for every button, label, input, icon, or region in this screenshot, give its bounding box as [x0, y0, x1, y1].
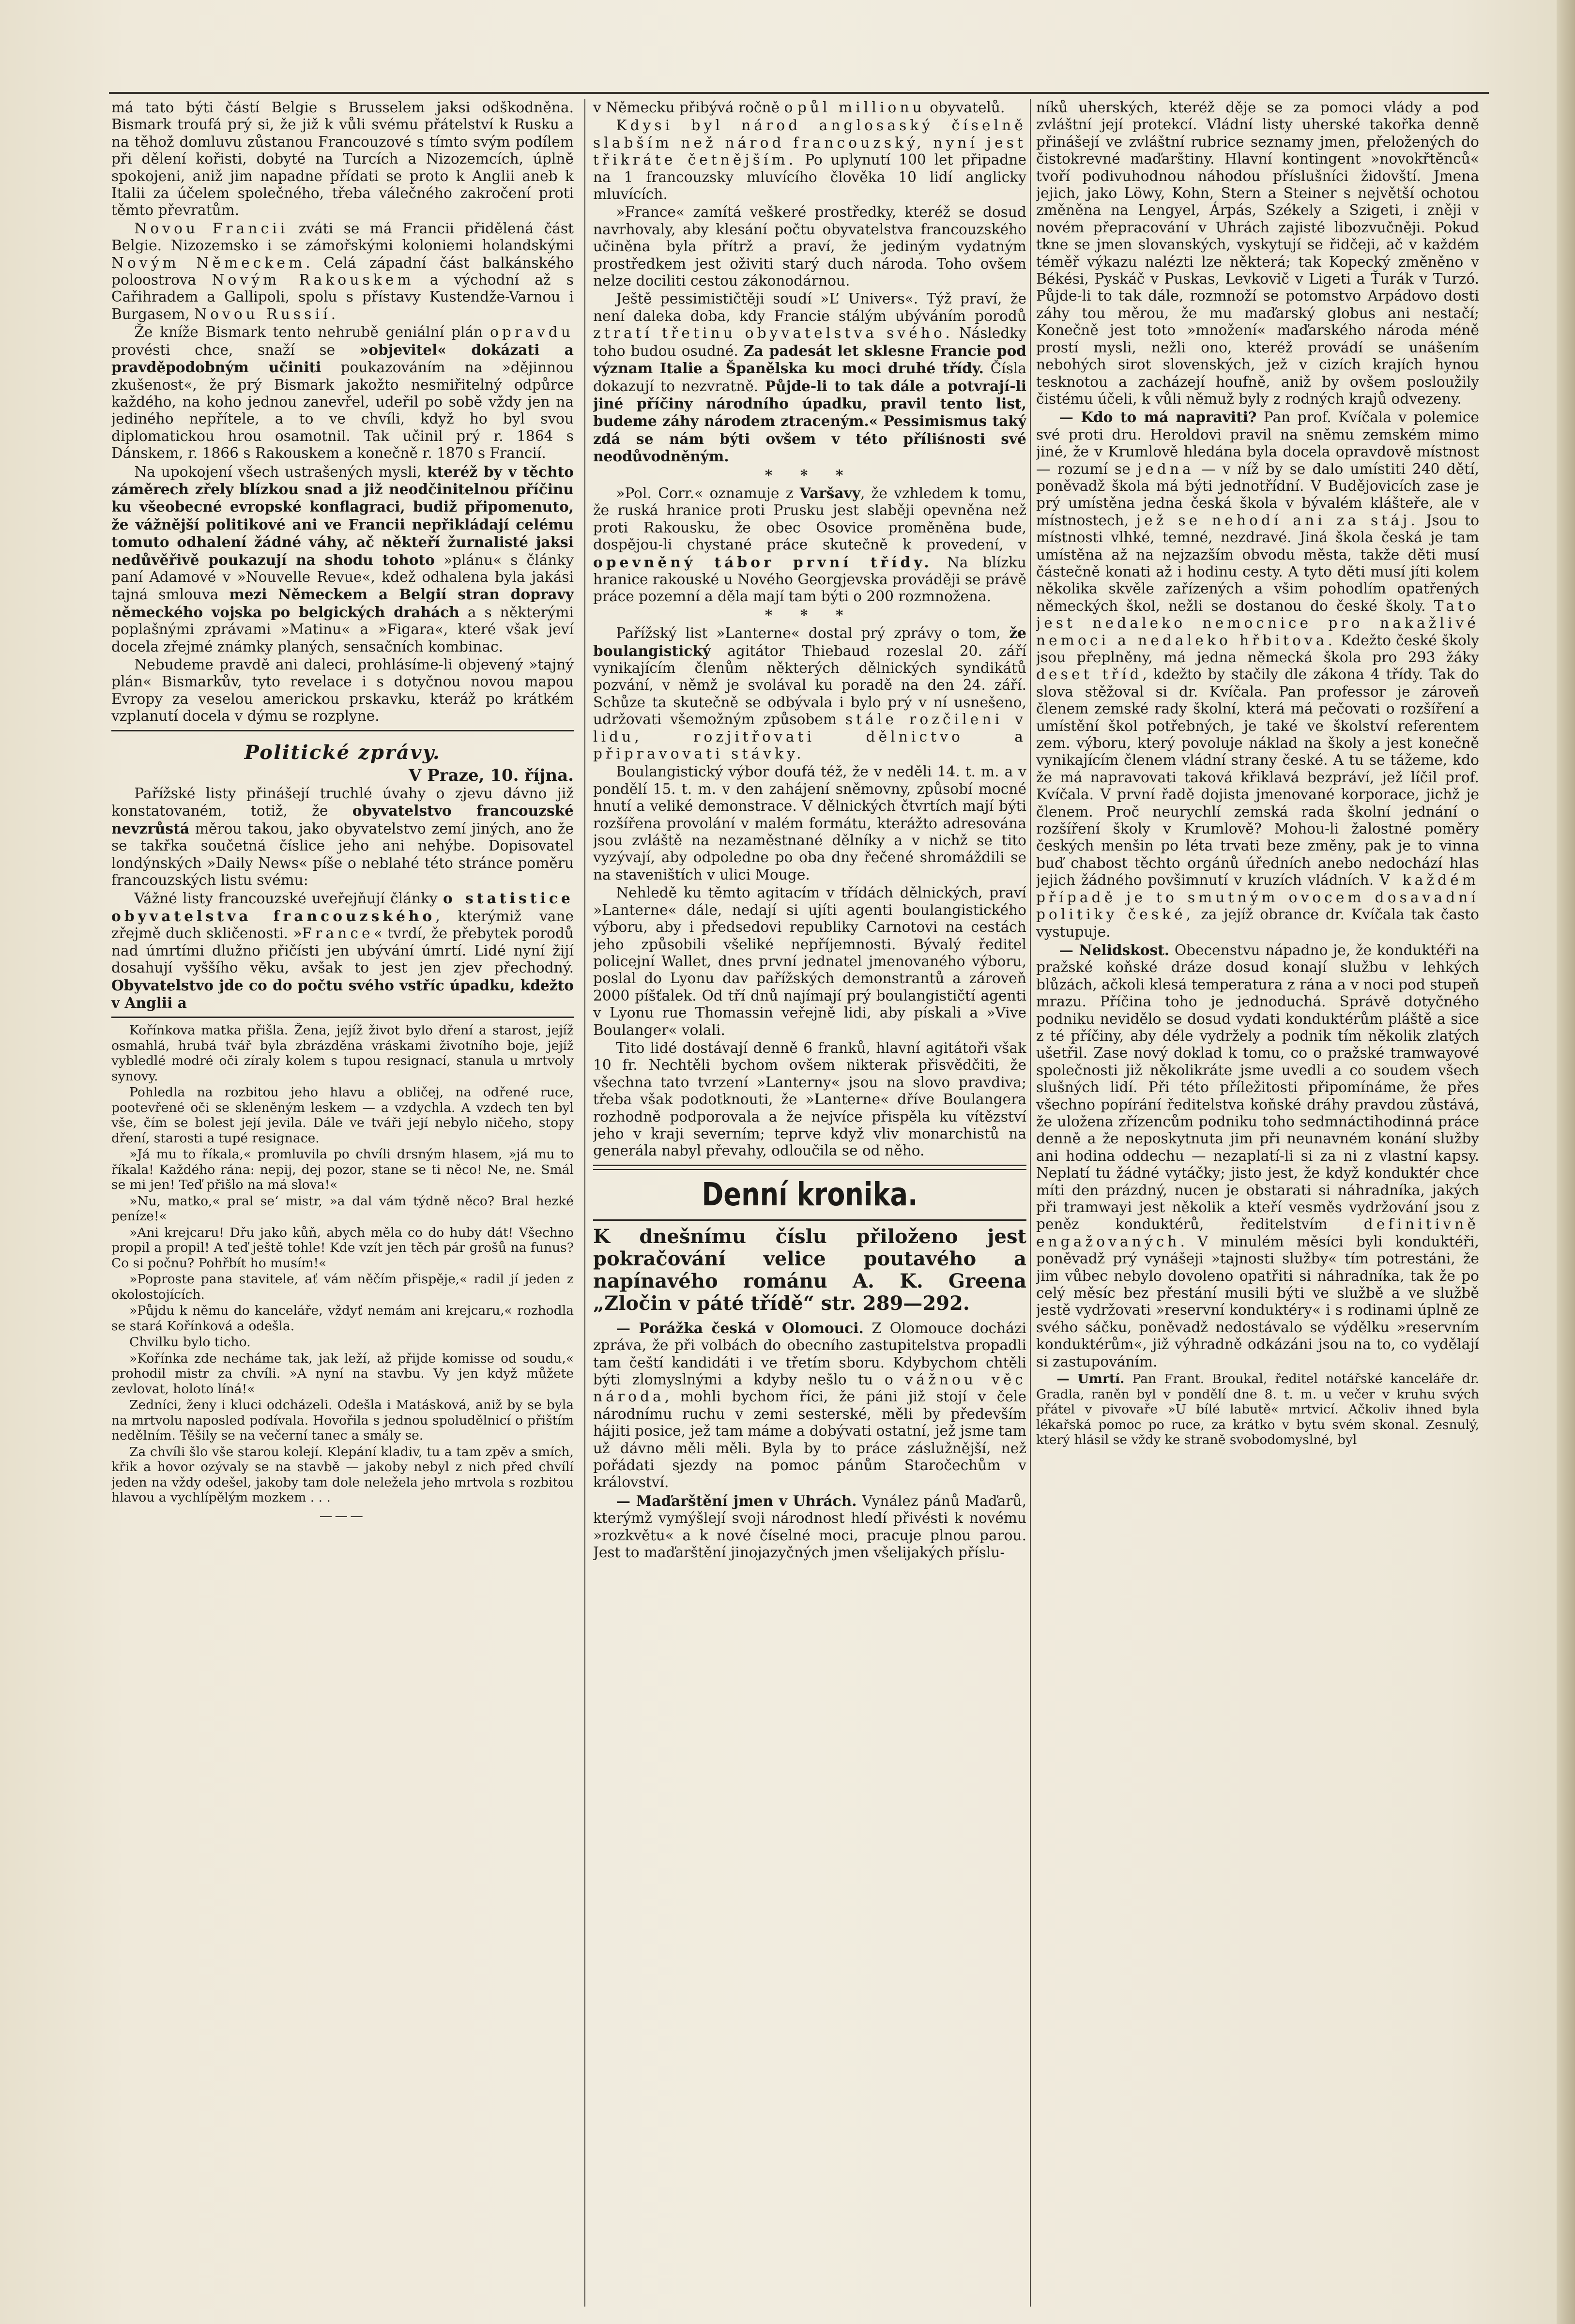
bold-text: Obyvatelstvo jde co do počtu svého vstříc úpadku, kdežto v Anglii a [111, 976, 574, 1011]
text: Že kníže Bismark tento nehrubě geniální plán [134, 324, 490, 341]
text: Pařížské listy přinášejí truchlé úvahy o zjevu dávno již konstatovaném, totiž, že [111, 785, 574, 820]
paragraph [593, 763, 1026, 883]
text: , že vzhledem k tomu, že ruská hranice proti Prusku jest slaběji opevněna než proti Rakousku, že obec Osovice proměněna bude, dospějou-li chystané práce skutečně k provedení, v [593, 485, 1026, 553]
text: poukazováním na »dějinnou zkušenost«, že prý Bismark jakožto nesmiřitelný odpůrce každého, na koho jednou zanevřel, udeřil po sobě vždy jen na jediného nepřítele, a to ve chvíli, když ho byl svou diplomatickou hrou osamotnil. Tak učinil prý r. 1864 s Dánskem, r. 1866 s Rakouskem a konečně r. 1870 s Francií. [111, 359, 574, 462]
spaced-text: Novou Francii [134, 220, 289, 237]
paragraph [593, 1040, 1026, 1160]
column-rule-1 [584, 99, 585, 2307]
text: str. 289—292. [814, 1291, 970, 1315]
top-rule [109, 92, 1489, 94]
spaced-text: půl millionu [797, 99, 925, 116]
spaced-text: Tato jest nedaleko nemocnice pro nakažlivé nemoci a nedaleko hřbitova. [1036, 597, 1479, 649]
asterism: * * * [765, 466, 855, 484]
text: a východní až s Cařihradem a Gallipoli, spolu s přístavy Kustendže-Varnou i Burgasem, [111, 272, 574, 322]
text: agitátor Thiebaud rozeslal 20. září vynikajícím členům některých dělnických syndikátů pozvání, v němž je svolával ku poradě na den 24. září. Schůze ta skutečně se odbývala i bylo prý v ní usnešeno, udržovati všemožným způsobem [593, 642, 1026, 728]
text: Nebudeme pravdě ani daleci, prohlásíme-li objevený »tajný plán« Bismarkův, tyto revelace i s dotyčnou novou mapou Evropy za veselou americkou prskavku, kteráž po krátkém vzplanutí docela v dýmu se rozplyne. [111, 656, 574, 725]
page-edge [1557, 0, 1575, 2324]
paragraph [593, 485, 1026, 606]
paragraph [593, 290, 1026, 465]
paragraph [111, 890, 574, 1012]
spaced-text: Kdysi byl národ anglosaský číselně slabším než národ francouzský, nyní jest třikráte četnějším. [593, 117, 1026, 168]
text: Následky toho budou osudné. [593, 325, 1026, 359]
section-divider [593, 1219, 1026, 1221]
text: Obecenstvu nápadno je, že konduktéři na pražské koňské dráze dosud konají službu v lehkých blůzách, ačkoli klesá temperatura z rána a v noci pod stupeň mrazu. Příčina toho je jednoduchá. Správě dotyčného podniku nevidělo se dosud vydati konduktérům pláště a sice z té příčiny, aby déle vydržely a podnik tím několik zlatých ušetřil. Zase nový doklad k tomu, co o pražské tramwayové společnosti již několikráte jsme uvedli a co soudem všech slušných lidí. Při této příležitosti připomínáme, že přes všechno popírání ředitelstva koňské dráhy pravdou zůstává, že uložena zřízencům podniku toho sedmnáctihodinná práce denně a že neposkytnuta jim při neunavném konání služby ani hodina oddechu — nezaplatí-li si za ni z vlastní kapsy. Neplatí tu žádné vytáčky; jisto jest, že když konduktér chce míti den prázdný, nucen je obstarati si náhradníka, jakých při tramwayi jest několik a kteří vesměs vydržování jsou z peněz konduktérů, ředitelstvím [1036, 942, 1479, 1233]
text: Jsou to místnosti vlhké, temné, nezdravé. Jiná škola česká je tam umístěna až na nejzazším obvodu města, takže děti musí částečně konati až i hodinu cesty. A tyto děti musí jíti kolem několika skvěle zařízených a všim pohodlím opatřených německých škol, nežli se dostanou do české školy. [1036, 512, 1479, 614]
text: »Pol. Corr.« oznamuje z [616, 485, 800, 501]
paragraph [111, 220, 574, 323]
section-title: Politické zprávy. [244, 741, 441, 764]
spaced-text: deset tříd [1036, 666, 1143, 683]
item-heading: — Umrtí. [1056, 1371, 1125, 1387]
text: Pan Frant. Broukal, ředitel notářské kanceláře dr. Gradla, raněn byl v pondělí dne 8. t. m. u večer v kruhu svých přátel v pivovaře »U bílé labutě« mrtvicí. Ačkoliv ihned byla lékařská pomoc po ruce, za krátko v bytu svém skonal. Zesnulý, který hlásil se vždy ke straně svobodomyslné, byl [1036, 1371, 1479, 1448]
paragraph [593, 1492, 1026, 1562]
section-divider [593, 1165, 1026, 1170]
text: v Německu přibývá ročně o [593, 99, 797, 116]
text: « tvrdí, že přebytek porodů nad úmrtími dlužno přičísti jen ubývání úmrtí. Lidé nyní žijí dosahují vyššího věku, avšak to jest jen zjev přechodný. [111, 925, 574, 976]
feuilleton-divider [111, 1017, 574, 1018]
text: obyvatelů. [925, 99, 1005, 116]
section-title: Denní kronika. [702, 1175, 918, 1213]
text: Tito lidé dostávají denně 6 franků, hlavní agitátoři však 10 fr. Nechtěli bychom ovšem nikterak přisvědčiti, že všechna tato tvrzení »Lanterny« jsou na slovo pravdivа; třeba však podotknouti, že »Lanterne« dříve Boulangera rozhodně podporovala a že nejvíce přispěla ku vítězství jeho v kraji severním; teprve když vliv monarchistů na generála nabyl převahy, odloučila se od něho. [593, 1039, 1026, 1159]
feuilleton-paragraph: Chvilku bylo ticho. [129, 1335, 251, 1350]
feuilleton-paragraph: »Poproste pana stavitele, ať vám něčím přispěje,« radil jí jeden z okolostojících. [111, 1272, 574, 1302]
dateline: V Praze, 10. října. [408, 765, 574, 785]
text: Pařížský list »Lanterne« dostal prý zprávy o tom, [616, 625, 1009, 642]
text: Nehledě ku těmto agitacím v třídách dělnických, praví »Lanterne« dále, nedají si ujíti agenti boulangistického výboru, aby i předsedovi republiky Carnotovi na cestách jeho způsobili všeliké nepříjemnosti. Bývalý ředitel policejní Wallet, dnes první jednatel jmenovaného výboru, poslal do Lyonu dav pařížských demonstrantů a zároveň 2000 píšťalek. Od tří dnů najímají prý boulangističtí agenti v Lyonu rue Thomassin veřejně lidi, aby pískali a »Vive Boulanger« volali. [593, 884, 1026, 1038]
column-3 [1036, 99, 1479, 2316]
feuilleton-paragraph: Za chvíli šlo vše starou kolejí. Klepání kladiv, tu a tam zpěv a smích, křik a hovor ozývaly se na stavbě — jakoby nebyl z nich před chvílí jeden na vždy odešel, jakoby tam dole neleželа jeho mrtvola s rozbitou hlavou a vychlípělým mozkem . . . [111, 1444, 574, 1505]
text: , kterýmiž vane zřejmě duch skličenosti. » [111, 908, 574, 942]
paragraph [111, 785, 574, 889]
text: Z Olomouce docházi zpráva, že při volbách do obecního zastupitelstva propadli tam čeští kandidáti i ve třetím sboru. Kdybychom chtěli býti zlomyslnými a kdyby nešlo tu o [593, 1320, 1026, 1388]
paragraph [1036, 409, 1479, 941]
novel-title: „Zločin v páté třídě“ [593, 1291, 814, 1315]
item-heading: — Nelidskost. [1059, 941, 1170, 958]
paragraph [593, 117, 1026, 203]
asterism: * * * [765, 606, 855, 623]
column-2 [593, 99, 1026, 2316]
feuilleton-paragraph: Pohledla na rozbitou jeho hlavu a obličej, na odřené ruce, pootevřené oči se skleněným leskem — a vzdychla. A vzdech ten byl vše, čím se bolest její jevila. Dále ve tváři její nebylo ničeho, stopy dření, starosti a tupé resignace. [111, 1085, 574, 1146]
column-1 [111, 99, 574, 2316]
paragraph [111, 656, 574, 725]
text: Kdežto české školy jsou přeplněny, má jedna německá škola pro 293 žáky [1036, 632, 1479, 666]
text: , mohli bychom říci, že páni již stojí v čele národnímu ruchu v zemi sesterské, měli by především hájiti posice, jež tam máme a dobývati ostatní, jež jsme tam už dávno měli měli. Byla by to práce záslužnější, než pořádati sjezdy na pomoc pánům Staročechům v království. [593, 1388, 1026, 1491]
paragraph [1036, 99, 1479, 408]
paragraph [111, 463, 574, 655]
text: . Celá západní část balkánského poloostrova [111, 254, 574, 289]
text: — v níž by se dalo umístiti 240 dětí, poněvadž škola má býti jednotřídní. V Budějovicích zase je prý umístěna jedna česká škola v bývalém klášteře, ale v místnostech, [1036, 460, 1479, 529]
bold-text: kteréž by v těchto záměrech zřely blízkou snad a již neodčinitelnou příčinu ku všeobecné evropské konflagraci, budiž připomenuto, že vážnější politikové ani ve Francii nepřikládají celému tomuto odhalení žádné váhy, ač někteří žurnalisté jaksi nedůvěřivě poukazují na shodu tohoto [111, 463, 574, 568]
spaced-text: Novým Německem [111, 254, 306, 271]
text: , kdežto by stačily dle zákona 4 třídy. Tak do slova stěžoval si dr. Kvíčala. Pan professor je zároveň členem zemské rady školní, která má pečovati o rozšíření a umístění škol potřebných, je také ve školství referentem zem. výboru, který povoluje náklad na školy a jest konečně vynikajícím členem vládní strany české. A tu se tážeme, kdo že má napravovati taková křiklavá bezpráví, jež líčil prof. Kvíčala. V první řadě dojista jmenované korporace, jichž je členem. Proč neurychlí zemská rada školní jednání o rozšíření školy v Krumlově? Mohou-li žalostné poměry českých menšin po léta trvati beze změny, pak je to vinna buď chabost těchto orgánů úředních anebo nedochází hlas jejich žádného povšimnutí v kruzích vládních. [1036, 666, 1479, 889]
paragraph [593, 1320, 1026, 1491]
text: zváti se má Francii přidělená část Belgie. Nizozemsko i se zámořskými koloniemi holandskými [111, 220, 574, 254]
item-heading: — Kdo to má napraviti? [1059, 409, 1257, 426]
text: Vážné listy francouzské uveřejňují články [134, 890, 443, 907]
spaced-text: vážnou věc národa [593, 1371, 1026, 1405]
spaced-text: opravdu [489, 324, 574, 341]
item-heading: — Maďarštění jmen v Uhrách. [616, 1492, 857, 1509]
feuilleton-paragraph: »Já mu to říkala,« promluvila po chvíli drsným hlasem, »já mu to říkala! Každého rána: nepij, dej pozor, stane se ti něco! Ne, ne. Smál se mi jen! Teď přišlo na má slova!« [111, 1147, 574, 1193]
text: »plánu« s články paní Adamové v »Nouvelle Revue«, kdež odhalena byla jakási tajná smlouva [111, 551, 574, 603]
feuilleton-paragraph: »Nu, matko,« pral se‘ mistr, »a dal vám týdně něco? Bral hezké peníze!« [111, 1193, 574, 1224]
supplement-notice [593, 1226, 1026, 1315]
text: a s některými poplašnými zprávami »Matinu« a »Figara«, které však jeví docela zřejmé známky planých, sensačních kombinac. [111, 604, 574, 655]
bold-text: Půjde-li to tak dále a potvrají-li jiné příčiny národního úpadku, pravil tento list, budeme záhy národem ztraceným.« Pessimismus taký zdá se nám býti ovšem v této příliśnosti své neodůvodněným. [593, 377, 1026, 465]
text: Na blízku hranice rakouské u Nového Georgjevska prováději se právě práce pozemní a děla mají tam býti o 200 rozmnožena. [593, 554, 1026, 605]
bold-text: mezi Německem a Belgií stran dopravy německého vojska po belgických drahách [111, 586, 574, 621]
bold-text: »objevitel« dokázati a pravděpodobným učiniti [111, 341, 574, 376]
feuilleton-paragraph: »Ani krejcaru! Dřu jako kůň, abych měla co do huby dát! Všechno propil a propil! A teď ještě tohle! Kde vzít jen těch pár grošů na funus? Co si počnu? Pohřbít ho musím!« [111, 1225, 574, 1271]
bold-spaced-text: o statistice obyvatelstva francouzského [111, 890, 574, 925]
feuilleton-paragraph: »Půjdu k němu do kanceláře, vždyť nemám ani krejcaru,« rozhodla se stará Kořínková a odešla. [111, 1303, 574, 1334]
bold-text: Varšavy [799, 484, 861, 501]
spaced-text: V každém případě je to smutným ovocem dosavadní politiky české, [1036, 872, 1479, 923]
text: Vynález pánů Maďarů, kterýmž vymýšlejí svoji národnost hledí přivésti k novému »rozkvětu« a k nové číselné moci, pracuje plnou parou. Jest to maďarštění jinojazyčných jmen všelijakých příslu- [593, 1492, 1026, 1561]
paragraph [593, 884, 1026, 1039]
paragraph [111, 324, 574, 462]
bold-spaced-text: opevněný tábor první třídy. [593, 553, 933, 571]
text: K dnešnímu číslu přiloženo jest pokračování velice poutavého a napínavého románu A. K. Greena [593, 1225, 1026, 1292]
spaced-text: jež se nehodí ani za stáj. [1136, 512, 1419, 529]
bold-text: že boulangistický [593, 624, 1026, 659]
spaced-text: stále rozčileni v lidu, rozjitřovati dělnictvo a připravovati stávky. [593, 711, 1026, 762]
text: měrou takou, jako obyvatelstvo zemí jiných, ano že se takřka součetná číslice jeho ani nehýbe. Dopisovatel londýnských »Daily News« píše o neblahé této stránce poměru francouzských listu svému: [111, 820, 574, 889]
item-heading: — Porážka česká v Olomouci. [616, 1319, 864, 1337]
feuilleton-paragraph: Zedníci, ženy i kluci odcházeli. Odešla i Matásková, aniž by se byla na mrtvolu naposled podívala. Hovořila s jednou spoludělnicí o přištím nedělním. Těšily se na večerní tanec a smály se. [111, 1397, 574, 1443]
text: Boulangistický výbor doufá též, že v neděli 14. t. m. a v pondělí 15. t. m. v den zahájení sněmovny, způsobí mocné hnutí a veliké demonstrace. V dělnických čtvrtích mají býti rozšířena provolání v malém formátu, kterážto adresována jsou zvláště na nezaměstnané dělníky a v nichž se tito vyzývají, aby odpoledne po oba dny řečené shromáždili se na staveništích v ulici Mouge. [593, 763, 1026, 883]
text: »France« zamítá veškeré prostředky, kteréž se dosud navrhovaly, aby klesání počtu obyvatelstva francouzského učiněna byla přítrž a praví, že jediným vydatným prostředkem jest oživiti starý duch národa. Toho ovšem nelze dociliti cestou zákonodárnou. [593, 204, 1026, 289]
spaced-text: definitivně engažovaných [1036, 1216, 1479, 1250]
section-divider [111, 730, 574, 731]
bold-text: obyvatelstvo francouzské nevzrůstá [111, 802, 574, 837]
column-rule-2 [1030, 99, 1031, 2307]
feuilleton-paragraph: »Kořínka zde necháme tak, jak leží, až přijde komisse od soudu,« prohodil mistr za chvíli. »A nyní na stavbu. Vy jen když můžete zevlovat, holoto líná!« [111, 1351, 574, 1397]
feuilleton-paragraph: Kořínkova matka přišla. Žena, jejíž život bylo dření a starost, jejíž osmahlá, hrubá tvář byla zbrázděna vráskami životního boje, jejíž vybledlé modré oči zíraly kolem s tupou resignací, stanula u mrtvoly synovy. [111, 1023, 574, 1084]
text: níků uherských, kteréž děje se za pomoci vlády a pod zvláštní její protekcí. Vládní listy uherské takořka denně přinášejí ve zvláštní rubrice seznamy jmen, přeložených do čistokrevné maďarštiny. Hlavní kontingent »novokřtěnců« tvoří podivuhodnou náhodou příslušníci židovští. Jmena jejich, jako Löwy, Kohn, Stern a Steiner s největší ochotou změněna na Lengyel, Árpás, Székely a Szigeti, i zněji v novém přepracování v Uhrách zajisté libozvučněji. Pokud tkne se jmen slovanských, vyskytují se řidčeji, ač v každém téměř výkazu nalézti lze některá; tak Kopecký změněno v Békési, Pyskáč v Puskas, Levkovič v Ligeti a Ťurák v Turzó. Půjde-li to tak dále, rozmnoží se potomstvo Arpádovo dosti záhy tou měrou, že mu maďarský globus ani nestačí; Konečně jest toto »množení« maďarského národa méně prostí mysli, nežli ono, kteréž provádí se unášením nebohých sirot slovenských, jež v cizích krajích hynou tesknotou a zacházejí houfně, aniž by ovšem posloužily čistému účeli, k vůli němuž byly z rodných krajů odvezeny. [1036, 99, 1479, 407]
bold-text: Za padesát let sklesne Francie pod význam Italie a Španělska ku moci druhé třídy. [593, 342, 1026, 377]
text: Čísla dokazují to nezvratně. [593, 360, 1026, 395]
feuilleton [111, 1023, 574, 1523]
paragraph [111, 99, 574, 219]
spaced-text: jedna [1137, 460, 1194, 477]
paragraph [593, 624, 1026, 762]
text: . V minulém měsíci byli konduktéři, poněvadž prý vynášeji »tajnosti služby« tím potrestáni, že jim vůbec nebylo dovoleno opatřiti si náhradníka, tak že po celý měsíc bez přestání musili býti ve službě a ve službě jestě vydržovati »reservní konduktéry« i s rodinami úplně ze svého sáčku, poněvadž nedostávalo se výdělku »reservním konduktérům«, již výhradně odkázáni jsou na to, co vydělají si zastupováním. [1036, 1233, 1479, 1370]
text: Pan prof. Kvíčala v polemice své proti dru. Heroldovi pravil na sněmu zemském mimo jiné, že v Krumlově hledána byla docela opravdově místnost — rozumí se [1036, 409, 1479, 477]
end-rule: ——— [319, 1508, 366, 1523]
text: má tato býti částí Belgie s Brusselem jaksi odškodněna. Bismark troufá prý si, že již k vůli svému přátelství k Rusku a na těhož domluvu zůstanou Francouzové s tímto svým podílem při dělení kořisti, dobyté na Turcích a Nizozemcích, úplně spokojeni, aniž jim napadne přídati se proto k Anglii aneb k Italii za účelem společného, třeba válečného zakročení proti těmto převratům. [111, 99, 574, 219]
paragraph [1036, 1371, 1479, 1448]
spaced-text: ztratí třetinu obyvatelstva svého. [593, 325, 953, 342]
text: provésti chce, snaží se [111, 341, 360, 358]
paragraph [593, 204, 1026, 289]
spaced-text: Novou Russií. [194, 305, 339, 322]
paragraph [1036, 942, 1479, 1370]
text: Na upokojení všech ustrašených mysli, [134, 463, 428, 480]
spaced-text: Novým Rakouskem [212, 272, 414, 289]
text: za jejíž obrance dr. Kvíčala tak často vystupuje. [1036, 906, 1479, 940]
paragraph [593, 99, 1026, 116]
spaced-text: France [302, 925, 374, 942]
text: Po uplynutí 100 let připadne na 1 francouzsky mluvícího člověka 10 lidí anglicky mluvících. [593, 152, 1026, 203]
text: Ještě pessimističtěji soudí »L’ Univers«. Týž praví, že není daleka doba, kdy Francie stálým ubýváním porodů [593, 290, 1026, 324]
